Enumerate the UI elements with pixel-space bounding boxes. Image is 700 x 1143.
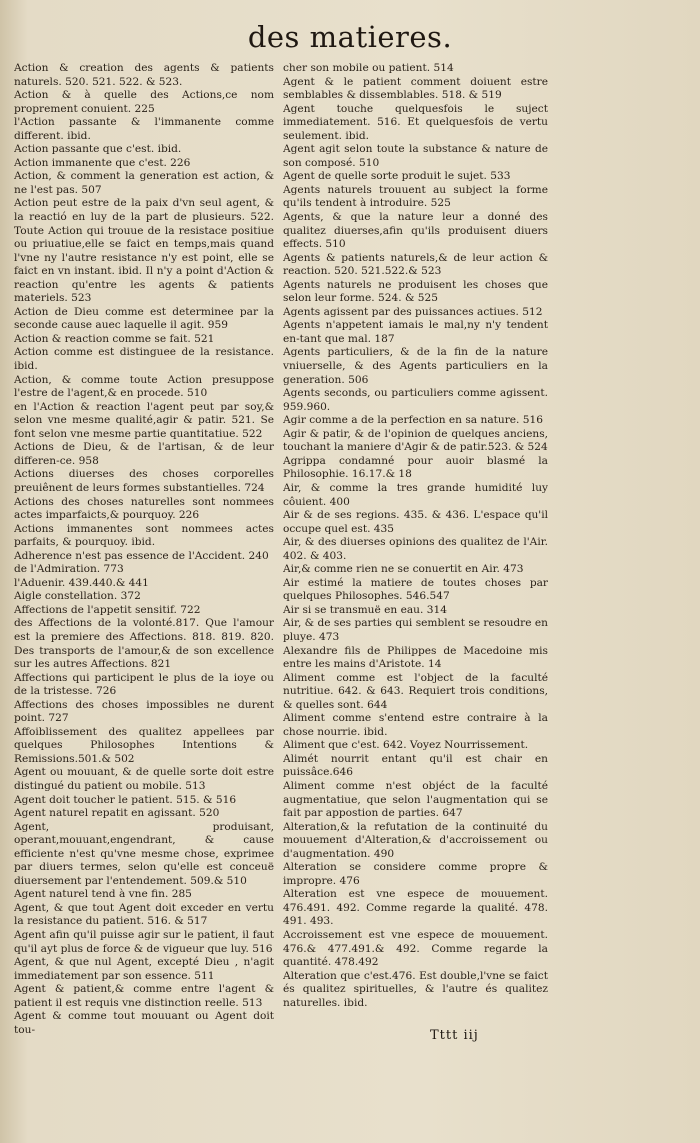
index-entry: Air,& comme rien ne se conuertit en Air. 473 (283, 563, 524, 576)
index-entry: Air, & des diuerses opinions des qualitez de l'Air. 402. & 403. (283, 536, 548, 562)
index-entry: Action de Dieu comme est determinee par la seconde cause auec laquelle il agit. 959 (14, 305, 274, 332)
index-entry: Agents n'appetent iamais le mal,ny n'y tendent en-tant que mal. 187 (283, 319, 548, 345)
index-entry: Air & de ses regions. 435. & 436. L'espace qu'il occupe quel est. 435 (283, 509, 548, 535)
index-entry: Actions de Dieu, & de l'artisan, & de leur differen-ce. 958 (14, 441, 274, 467)
index-entry: Alteration est vne espece de mouuement. 476.491. 492. Comme regarde la qualité. 478. 491. 493. (283, 888, 548, 928)
index-entry: en l'Action & reaction l'agent peut par soy,& selon vne mesme qualité,agir & patir. 521. Se font selon vne mesme partie quantitatiue. 522 (14, 400, 274, 440)
index-entry: Agents & patients naturels,& de leur action & reaction. 520. 521.522.& 523 (283, 251, 548, 278)
index-entry: Agent ou mouuant, & de quelle sorte doit estre distingué du patient ou mobile. 513 (14, 766, 274, 792)
index-entry: Agents naturels trouuent au subject la forme qu'ils tendent à introduire. 525 (283, 183, 548, 210)
index-entry: Air si se transmuë en eau. 314 (283, 603, 447, 616)
index-entry: des Affections de la volonté.817. Que l'amour est la premiere des Affections. 818. 819. 820. Des transports de l'amour,& de son excellence sur les autres Affections. 821 (14, 617, 274, 671)
index-entry: Agir comme a de la perfection en sa nature. 516 (283, 414, 544, 427)
index-entry: Agrippa condamné pour auoir blasmé la Philosophie. 16.17.& 18 (283, 454, 548, 481)
index-entry: Alexandre fils de Philippes de Macedoine mis entre les mains d'Aristote. 14 (283, 644, 548, 671)
index-entry: Alteration se considere comme propre & impropre. 476 (283, 861, 548, 887)
index-entry: de l'Admiration. 773 (14, 563, 124, 576)
index-entry: Accroissement est vne espece de mouuement. 476.& 477.491.& 492. Comme regarde la quantité. 478.492 (283, 929, 548, 969)
index-entry: Adherence n'est pas essence de l'Accident. 240 (14, 549, 269, 562)
index-entry: Action comme est distinguee de la resistance. ibid. (14, 346, 274, 373)
index-entry: Air, & de ses parties qui semblent se resoudre en pluye. 473 (283, 617, 548, 643)
index-entry: Actions des choses naturelles sont nommees actes imparfaicts,& pourquoy. 226 (14, 495, 274, 522)
index-entry: cher son mobile ou patient. 514 (283, 62, 454, 74)
index-entry: Action immanente que c'est. 226 (14, 156, 191, 169)
index-entry: Aliment comme n'est objéct de la faculté augmentatiue, que selon l'augmentation qui se fait par appostion de parties. 647 (283, 779, 548, 820)
index-entry: Air, & comme la tres grande humidité luy côuient. 400 (283, 481, 548, 508)
index-entry: Alimét nourrit entant qu'il est chair en puissâce.646 (283, 752, 548, 779)
index-entry: Action & creation des agents & patients naturels. 520. 521. 522. & 523. (14, 62, 274, 88)
index-entry: Agir & patir, & de l'opinion de quelques anciens, touchant la maniere d'Agir & de patir.523. & 524 (283, 427, 548, 454)
index-entry: l'Aduenir. 439.440.& 441 (14, 576, 149, 589)
index-entry: Action & reaction comme se fait. 521 (14, 332, 215, 345)
index-entry: Agent naturel repatit en agissant. 520 (14, 807, 220, 820)
index-entry: Agent naturel tend à vne fin. 285 (14, 888, 192, 901)
index-entry: Agent & comme tout mouuant ou Agent doit tou- (14, 1010, 274, 1036)
index-entry: Actions immanentes sont nommees actes parfaits, & pourquoy. ibid. (14, 522, 274, 549)
index-entry: Agent agit selon toute la substance & nature de son composé. 510 (283, 143, 548, 169)
index-entry: Agent & le patient comment doiuent estre semblables & dissemblables. 518. & 519 (283, 75, 548, 102)
index-entry: Alteration que c'est.476. Est double,l'vne se faict és qualitez spirituelles, & l'autre és qualitez naturelles. ibid. (283, 969, 548, 1009)
index-entry: Air estimé la matiere de toutes choses par quelques Philosophes. 546.547 (283, 576, 548, 603)
page-heading: des matieres. (247, 20, 453, 54)
signature-mark: Tttt iij (430, 1028, 479, 1043)
index-column-left (14, 62, 274, 1037)
index-entry: Agent, & que tout Agent doit exceder en vertu la resistance du patient. 516. & 517 (14, 901, 274, 928)
index-entry: Aliment comme s'entend estre contraire à la chose nourrie. ibid. (283, 712, 548, 738)
index-entry: Action, & comment la generation est action, & ne l'est pas. 507 (14, 170, 274, 196)
index-entry: Agent de quelle sorte produit le sujet. 533 (283, 170, 511, 183)
index-entry: Action peut estre de la paix d'vn seul agent, & la reactió en luy de la part de plusieurs. 522. Toute Action qui trouue de la resistace positiue ou priuatiue,elle se faict en temps,mais quand l'vne ny l'autre resistance n'y est point, elle se faict en vn instant. ibid. Il n'y a point d'Action & reaction qu'entre les agents & patients materiels. 523 (14, 197, 274, 305)
index-entry: Actions diuerses des choses corporelles preuiênent de leurs formes substantielles. 724 (14, 468, 274, 494)
index-entry: Agent touche quelquesfois le suject immediatement. 516. Et quelquesfois de vertu seulement. ibid. (283, 102, 548, 142)
index-entry: Action passante que c'est. ibid. (14, 143, 182, 156)
index-entry: Affections qui participent le plus de la ioye ou de la tristesse. 726 (14, 671, 274, 698)
index-entry: Aliment que c'est. 642. Voyez Nourrissement. (283, 739, 529, 752)
index-entry: Aigle constellation. 372 (14, 590, 141, 603)
index-entry: Agent & patient,& comme entre l'agent & patient il est requis vne distinction reelle. 513 (14, 983, 274, 1009)
index-entry: Agents particuliers, & de la fin de la nature vniuerselle, & des Agents particuliers en la generation. 506 (283, 346, 548, 386)
index-entry: Agent doit toucher le patient. 515. & 516 (14, 793, 237, 806)
index-entry: Agent, & que nul Agent, excepté Dieu , n'agit immediatement par son essence. 511 (14, 956, 274, 982)
index-entry: Aliment comme est l'object de la faculté nutritiue. 642. & 643. Requiert trois conditions, & quelles sont. 644 (283, 671, 548, 711)
index-entry: Agent afin qu'il puisse agir sur le patient, il faut qu'il ayt plus de force & de vigueur que luy. 516 (14, 929, 274, 955)
index-entry: Affections des choses impossibles ne durent point. 727 (14, 698, 274, 725)
index-entry: Agents agissent par des puissances actiues. 512 (283, 305, 543, 318)
index-entry: Action & à quelle des Actions,ce nom proprement conuient. 225 (14, 89, 274, 115)
index-entry: Affoiblissement des qualitez appellees par quelques Philosophes Intentions & Remissions.501.& 502 (14, 725, 274, 765)
index-column-right (283, 62, 548, 1010)
index-entry: Agents, & que la nature leur a donné des qualitez diuerses,afin qu'ils produisent diuers effects. 510 (283, 211, 548, 251)
index-entry: Agents naturels ne produisent les choses que selon leur forme. 524. & 525 (283, 278, 548, 305)
index-entry: Agents seconds, ou particuliers comme agissent. 959.960. (283, 387, 548, 413)
index-entry: l'Action passante & l'immanente comme different. ibid. (14, 116, 274, 142)
index-entry: Agent, produisant, operant,mouuant,engendrant, & cause efficiente n'est qu'vne mesme chose, exprimee par diuers termes, selon qu'elle est conceuë diuersement par l'entendement. 509.& 510 (14, 820, 274, 887)
index-entry: Alteration,& la refutation de la continuité du mouuement d'Alteration,& d'accroissement ou d'augmentation. 490 (283, 820, 548, 860)
index-entry: Affections de l'appetit sensitif. 722 (14, 603, 201, 616)
index-entry: Action, & comme toute Action presuppose l'estre de l'agent,& en procede. 510 (14, 373, 274, 400)
